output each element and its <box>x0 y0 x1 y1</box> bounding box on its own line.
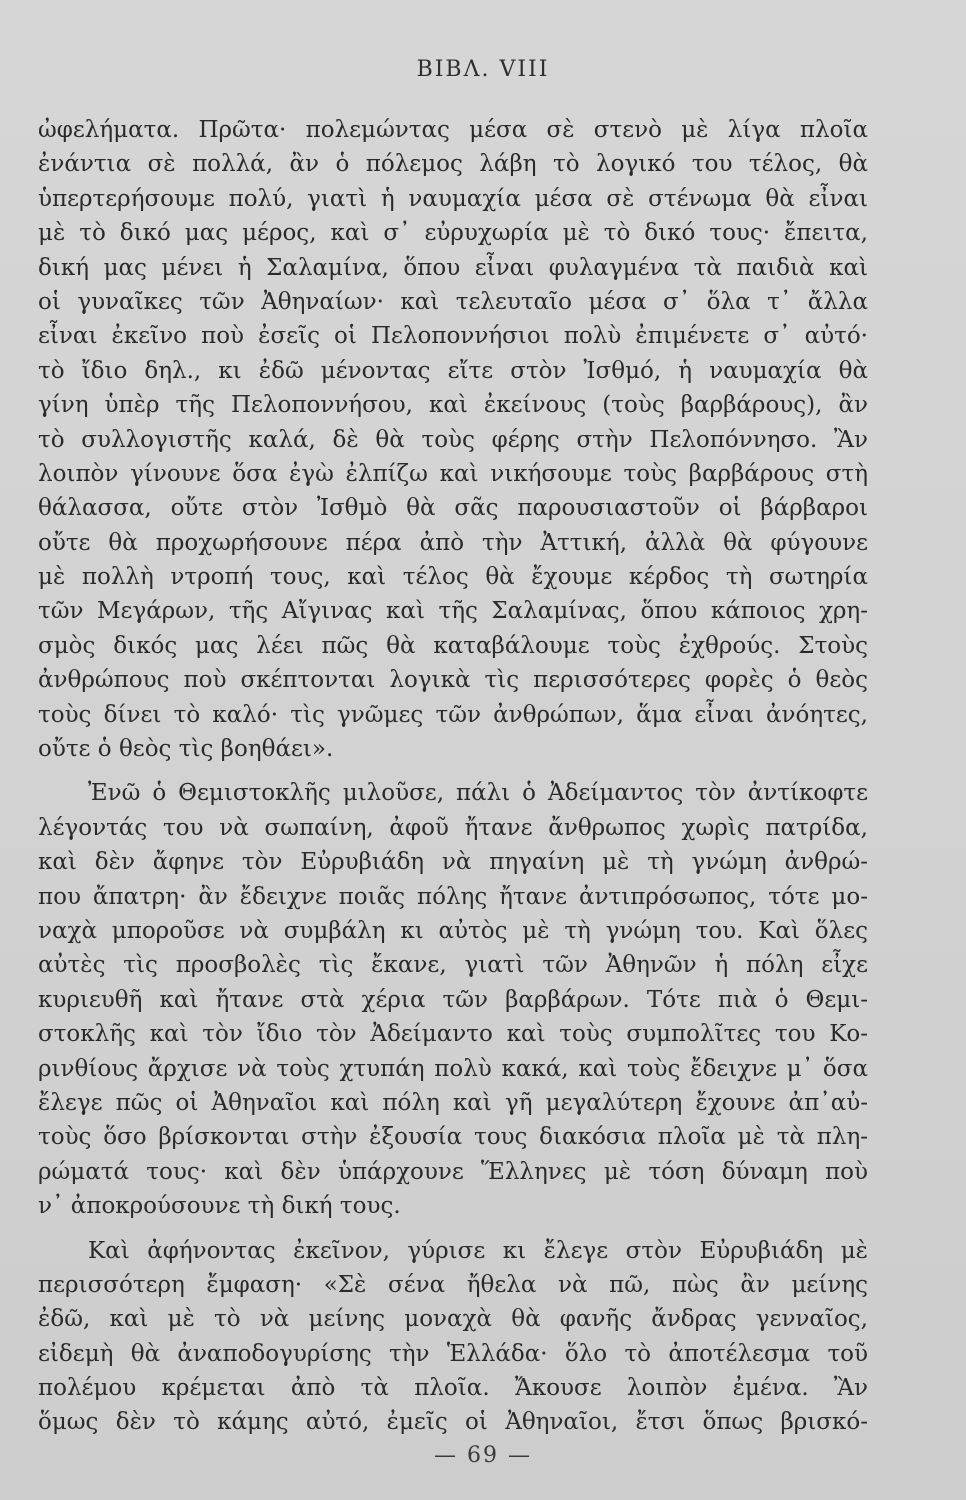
text-line: ν᾽ ἀποκρούσουνε τὴ δική τους. <box>38 1193 401 1220</box>
text-line: εἰδεμὴ θὰ ἀναποδογυρίσης τὴν Ἑλλάδα· ὅλο τὸ ἀποτέλεσμα τοῦ <box>38 1340 868 1367</box>
text-line: θάλασσα, οὔτε στὸν Ἰσθμὸ θὰ σᾶς παρουσιαστοῦν οἱ βάρβαροι <box>38 495 868 522</box>
text-line: που ἄπατρη· ἂν ἔδειχνε ποιᾶς πόλης ἤτανε ἀντιπρόσωπος, τότε μο- <box>38 883 868 910</box>
text-line: εἶναι ἐκεῖνο ποὺ ἐσεῖς οἱ Πελοποννήσιοι πολὺ ἐπιμένετε σ᾽ αὐτό· <box>38 323 868 350</box>
text-line: ἀνθρώπους ποὺ σκέπτονται λογικὰ τὶς περισσότερες φορὲς ὁ θεὸς <box>38 667 868 694</box>
paragraph-gap <box>38 1224 868 1234</box>
text-line: τοὺς ὅσο βρίσκονται στὴν ἐξουσία τους διακόσια πλοῖα μὲ τὰ πλη- <box>38 1124 868 1151</box>
text-line: περισσότερη ἔμφαση· «Σὲ σένα ἤθελα νὰ πῶ, πὼς ἂν μείνης <box>38 1271 868 1298</box>
page-number: — 69 — <box>434 1443 532 1468</box>
text-line: κυριευθῆ καὶ ἤτανε στὰ χέρια τῶν βαρβάρων. Τότε πιὰ ὁ Θεμι- <box>38 986 868 1013</box>
text-line: οὔτε θὰ προχωρήσουνε πέρα ἀπὸ τὴν Ἀττική, ἀλλὰ θὰ φύγουνε <box>38 529 868 556</box>
text-line: γίνη ὑπὲρ τῆς Πελοποννήσου, καὶ ἐκείνους (τοὺς βαρβάρους), ἂν <box>38 392 868 419</box>
text-line: τὸ ἴδιο δηλ., κι ἐδῶ μένοντας εἴτε στὸν Ἰσθμό, ἡ ναυμαχία θὰ <box>38 357 868 384</box>
text-line: ρινθίους ἄρχισε νὰ τοὺς χτυπάη πολὺ κακά, καὶ τοὺς ἔδειχνε μ᾽ ὅσα <box>38 1055 868 1082</box>
text-line: λοιπὸν γίνουνε ὅσα ἐγὼ ἐλπίζω καὶ νικήσουμε τοὺς βαρβάρους στὴ <box>38 460 868 487</box>
body-text <box>38 113 868 1440</box>
text-line: αὐτὲς τὶς προσβολὲς τὶς ἔκανε, γιατὶ τῶν Ἀθηνῶν ἡ πόλη εἶχε <box>38 952 868 979</box>
text-line: ρώματά τους· καὶ δὲν ὑπάρχουνε Ἕλληνες μὲ τόση δύναμη ποὺ <box>38 1158 868 1185</box>
text-line: καὶ δὲν ἄφηνε τὸν Εὐρυβιάδη νὰ πηγαίνη μὲ τὴ γνώμη ἀνθρώ- <box>38 849 868 876</box>
text-line: λέγοντάς του νὰ σωπαίνη, ἀφοῦ ἤτανε ἄνθρωπος χωρὶς πατρίδα, <box>38 814 868 841</box>
text-line: μὲ τὸ δικό μας μέρος, καὶ σ᾽ εὐρυχωρία μὲ τὸ δικό τους· ἔπειτα, <box>38 220 868 247</box>
paragraph-gap <box>38 766 868 776</box>
text-line: τοὺς δίνει τὸ καλό· τὶς γνῶμες τῶν ἀνθρώπων, ἅμα εἶναι ἀνόητες, <box>38 701 868 728</box>
text-line: ἐδῶ, καὶ μὲ τὸ νὰ μείνης μοναχὰ θὰ φανῆς ἄνδρας γενναῖος, <box>38 1306 868 1333</box>
text-line: ἐνάντια σὲ πολλά, ἂν ὁ πόλεμος λάβη τὸ λογικό του τέλος, θὰ <box>38 151 868 178</box>
text-line: οὔτε ὁ θεὸς τὶς βοηθάει». <box>38 736 334 763</box>
text-line: ὠφελήματα. Πρῶτα· πολεμώντας μέσα σὲ στενὸ μὲ λίγα πλοῖα <box>38 117 868 143</box>
text-line: Καὶ ἀφήνοντας ἐκεῖνον, γύρισε κι ἔλεγε στὸν Εὐρυβιάδη μὲ <box>88 1237 868 1264</box>
text-line: στοκλῆς καὶ τὸν ἴδιο τὸν Ἀδείμαντο καὶ τοὺς συμπολῖτες του Κο- <box>38 1021 868 1048</box>
text-line: μὲ πολλὴ ντροπή τους, καὶ τέλος θὰ ἔχουμε κέρδος τὴ σωτηρία <box>38 564 868 591</box>
text-line: Ἐνῶ ὁ Θεμιστοκλῆς μιλοῦσε, πάλι ὁ Ἀδείμαντος τὸν ἀντίκοφτε <box>88 780 868 807</box>
paragraph <box>38 113 868 766</box>
text-line: πολέμου κρέμεται ἀπὸ τὰ πλοῖα. Ἄκουσε λοιπὸν ἐμένα. Ἂν <box>38 1375 868 1402</box>
text-line: τὸ συλλογιστῆς καλά, δὲ θὰ τοὺς φέρης στὴν Πελοπόννησο. Ἂν <box>38 426 868 453</box>
text-line: ἔλεγε πῶς οἱ Ἀθηναῖοι καὶ πόλη καὶ γῆ μεγαλύτερη ἔχουνε ἀπ᾽αὐ- <box>38 1089 868 1116</box>
text-line: οἱ γυναῖκες τῶν Ἀθηναίων· καὶ τελευταῖο μέσα σ᾽ ὅλα τ᾽ ἄλλα <box>38 288 868 315</box>
text-line: δική μας μένει ἡ Σαλαμίνα, ὅπου εἶναι φυλαγμένα τὰ παιδιὰ καὶ <box>38 254 868 281</box>
text-line: ὑπερτερήσουμε πολύ, γιατὶ ἡ ναυμαχία μέσα σὲ στένωμα θὰ εἶναι <box>38 185 868 212</box>
text-line: τῶν Μεγάρων, τῆς Αἴγινας καὶ τῆς Σαλαμίνας, ὅπου κάποιος χρη- <box>38 598 868 625</box>
paragraph <box>38 1234 868 1440</box>
text-line: σμὸς δικός μας λέει πῶς θὰ καταβάλουμε τοὺς ἐχθρούς. Στοὺς <box>38 632 868 659</box>
text-line: ὅμως δὲν τὸ κάμης αὐτό, ἐμεῖς οἱ Ἀθηναῖοι, ἔτσι ὅπως βρισκό- <box>38 1409 868 1436</box>
paragraph <box>38 776 868 1223</box>
text-line: ναχὰ μποροῦσε νὰ συμβάλη κι αὐτὸς μὲ τὴ γνώμη του. Καὶ ὅλες <box>38 917 868 944</box>
running-head: ΒΙΒΛ. VIII <box>416 57 550 82</box>
